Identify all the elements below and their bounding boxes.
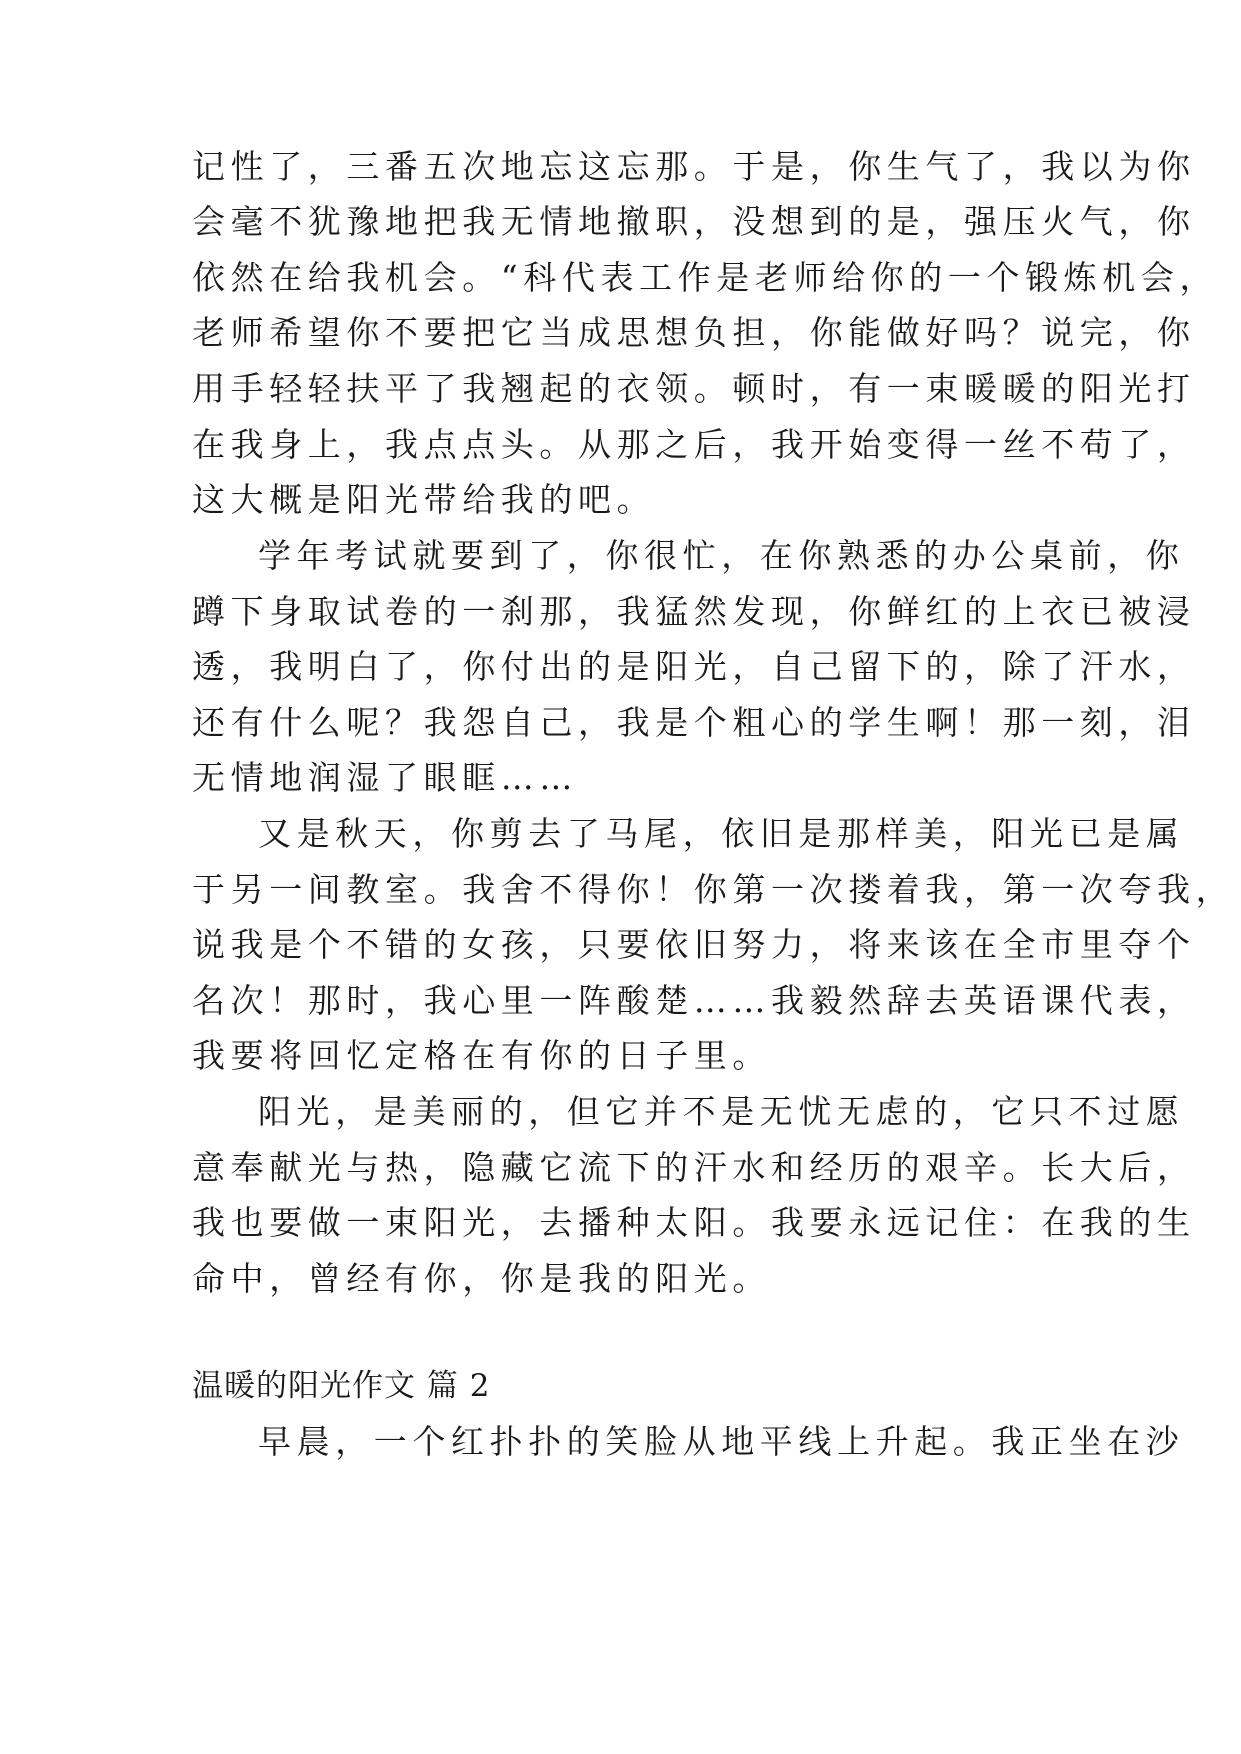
text-line: 这大概是阳光带给我的吧。	[192, 480, 656, 519]
text-line: 老师希望你不要把它当成思想负担，你能做好吗？说完，你	[192, 313, 1196, 352]
text-line: 用手轻轻扶平了我翘起的衣领。顿时，有一束暖暖的阳光打	[192, 369, 1196, 408]
text-line: 我要将回忆定格在有你的日子里。	[192, 1036, 771, 1075]
text-line: 意奉献光与热，隐藏它流下的汗水和经历的艰辛。长大后，	[192, 1148, 1196, 1187]
text-line: 我也要做一束阳光，去播种太阳。我要永远记住：在我的生	[192, 1203, 1196, 1242]
text-line: 命中，曾经有你，你是我的阳光。	[192, 1259, 771, 1298]
paragraph-start-line: 阳光，是美丽的，但它并不是无忧无虑的，它只不过愿	[258, 1092, 1185, 1131]
text-line: 无情地润湿了眼眶……	[192, 758, 578, 797]
text-line: 在我身上，我点点头。从那之后，我开始变得一丝不苟了，	[192, 425, 1196, 464]
text-line: 还有什么呢？我怨自己，我是个粗心的学生啊！那一刻，泪	[192, 703, 1196, 742]
section-heading: 温暖的阳光作文 篇 2	[192, 1368, 491, 1404]
text-line: 记性了，三番五次地忘这忘那。于是，你生气了，我以为你	[192, 147, 1196, 186]
text-line: 名次！那时，我心里一阵酸楚……我毅然辞去英语课代表，	[192, 981, 1196, 1020]
text-line: 说我是个不错的女孩，只要依旧努力，将来该在全市里夺个	[192, 925, 1196, 964]
text-line: 于另一间教室。我舍不得你！你第一次搂着我，第一次夸我，	[192, 870, 1235, 909]
text-line: 透，我明白了，你付出的是阳光，自己留下的，除了汗水，	[192, 647, 1196, 686]
text-line: 会毫不犹豫地把我无情地撤职，没想到的是，强压火气，你	[192, 202, 1196, 241]
paragraph-start-line: 又是秋天，你剪去了马尾，依旧是那样美，阳光已是属	[258, 814, 1185, 853]
text-line: 蹲下身取试卷的一刹那，我猛然发现，你鲜红的上衣已被浸	[192, 592, 1196, 631]
paragraph-start-line: 学年考试就要到了，你很忙，在你熟悉的办公桌前，你	[258, 536, 1185, 575]
paragraph-start-line: 早晨，一个红扑扑的笑脸从地平线上升起。我正坐在沙	[258, 1422, 1185, 1461]
text-line: 依然在给我机会。“科代表工作是老师给你的一个锻炼机会，	[192, 258, 1219, 297]
